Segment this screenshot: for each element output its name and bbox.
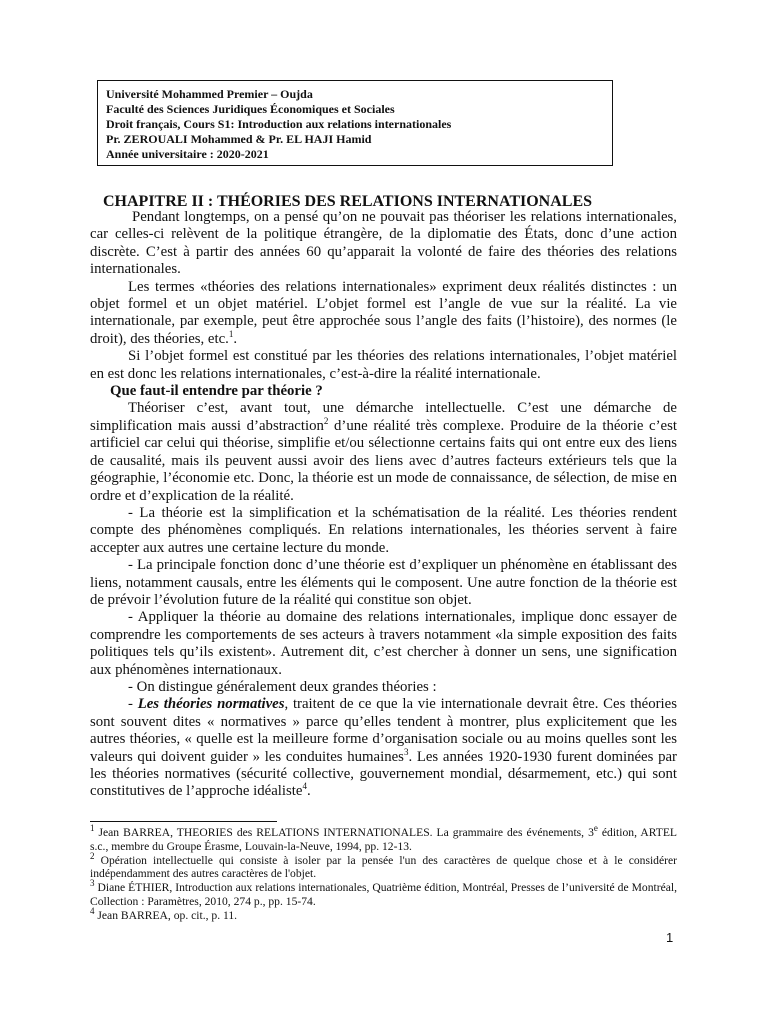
footnote-ref-4: 4 bbox=[302, 781, 307, 792]
paragraph-theorize: Théoriser c’est, avant tout, une démarche intellectuelle. C’est une démarche de simplification mais aussi d’abstraction$^2$ d’une réalité très complexe. Produire de la théorie c’est artificiel car celui qui théorise, simplifie et/ou sélectionne certains faits qui ont entre eux des liens de causalité, mais ils peuvent aussi avoir des liens avec d’autres facteurs extérieurs tels que la géographie, l’économie etc. Donc, la théorie est un mode de connaissance, de sélection, de mise en ordre et d’explication de la réalité. bbox=[90, 400, 677, 504]
normative-theories-term: Les théories normatives bbox=[137, 696, 285, 713]
footnote-3: $^3$ Diane ÉTHIER, Introduction aux relations internationales, Quatrième édition, Montréal, Presses de l’université de Montréal, Collection : Paramètres, 2010, 274 p., pp. 15-74. bbox=[90, 878, 677, 908]
footnote-2: $^2$ Opération intellectuelle qui consiste à isoler par la pensée l'un des caractères de quelque chose et à le considérer indépendamment des autres caractères de l'objet. bbox=[90, 850, 677, 881]
footnote-ref-3: 3 bbox=[403, 746, 409, 757]
footnotes bbox=[90, 823, 677, 923]
footnote-ref-1: 1 bbox=[228, 328, 234, 339]
paragraph-terms: Les termes «théories des relations internationales» expriment deux réalités distinctes : un objet formel et un objet matériel. L’objet formel est l’angle de vue sur la réalité. La vie internationale, par exemple, peut être approchée sous l’angle des faits (l’histoire), des normes (le droit), des théories, etc.$^1$. bbox=[90, 278, 677, 347]
header-faculty: Faculté des Sciences Juridiques Économiques et Sociales bbox=[106, 102, 395, 116]
header-professors: Pr. ZEROUALI Mohammed & Pr. EL HAJI Hamid bbox=[106, 132, 372, 146]
chapter-title: CHAPITRE II : THÉORIES DES RELATIONS INTERNATIONALES bbox=[103, 193, 593, 210]
body-text bbox=[90, 209, 677, 801]
course-header-box bbox=[97, 80, 613, 166]
header-academic-year: Année universitaire : 2020-2021 bbox=[106, 147, 269, 161]
paragraph-apply: - Appliquer la théorie au domaine des relations internationales, implique donc essayer de comprendre les comportements de ses acteurs à travers notamment «la simple exposition des faits politiques tels qu’ils existent». Autrement dit, c’est chercher à donner un sens, une signification aux phénomènes internationaux. bbox=[90, 609, 677, 678]
paragraph-object: Si l’objet formel est constitué par les théories des relations internationales, l’objet matériel en est donc les relations internationales, c’est-à-dire la réalité internationale. bbox=[90, 348, 677, 382]
header-university: Université Mohammed Premier – Oujda bbox=[106, 87, 313, 101]
paragraph-intro: Pendant longtemps, on a pensé qu’on ne pouvait pas théoriser les relations internationales, car celles-ci relèvent de la politique étrangère, de la diplomatie des États, donc d’une action discrète. C’est à partir des années 60 qu’apparait la volonté de faire des théories des relations internationales. bbox=[90, 209, 677, 278]
page-number: 1 bbox=[666, 930, 674, 945]
footnote-ref-2: 2 bbox=[323, 415, 329, 426]
header-course: Droit français, Cours S1: Introduction aux relations internationales bbox=[106, 117, 452, 131]
paragraph-simplification: - La théorie est la simplification et la schématisation de la réalité. Les théories rendent compte des phénomènes compliqués. En relations internationales, les théories servent à faire accepter aux autres une certaine lecture du monde. bbox=[90, 504, 677, 556]
section-heading: Que faut-il entendre par théorie ? bbox=[110, 383, 323, 400]
footnote-separator bbox=[90, 821, 277, 822]
footnote-1: $^1$ Jean BARREA, THEORIES des RELATIONS INTERNATIONALES. La grammaire des événements, 3e édition, ARTEL s.c., membre du Groupe Érasme, Louvain-la-Neuve, 1994, pp. 12-13. bbox=[90, 823, 677, 853]
paragraph-two-theories: - On distingue généralement deux grandes théories : bbox=[128, 678, 437, 695]
paragraph-function: - La principale fonction donc d’une théorie est d’expliquer un phénomène en établissant des liens, notamment causals, entre les éléments qui le composent. Une autre fonction de la théorie est de prévoir l’évolution future de la réalité qui constitue son objet. bbox=[90, 557, 677, 608]
paragraph-normative: - Les théories normatives, traitent de ce que la vie internationale devrait être. Ces théories sont souvent dites « normatives » parce qu’elles tendent à montrer, plus explicitement que les autres théories, « quelle est la meilleure forme d’organisation sociale ou au moins quelles sont les valeurs qui doivent guider » les conduites humaines$^3$. Les années 1920-1930 furent dominées par les théories normatives (sécurité collective, gouvernement mondial, désarmement, etc.) qui sont constitutives de l’approche idéaliste$^4$. bbox=[90, 696, 677, 800]
footnote-4: $^4$ Jean BARREA, op. cit., p. 11. bbox=[90, 905, 238, 922]
